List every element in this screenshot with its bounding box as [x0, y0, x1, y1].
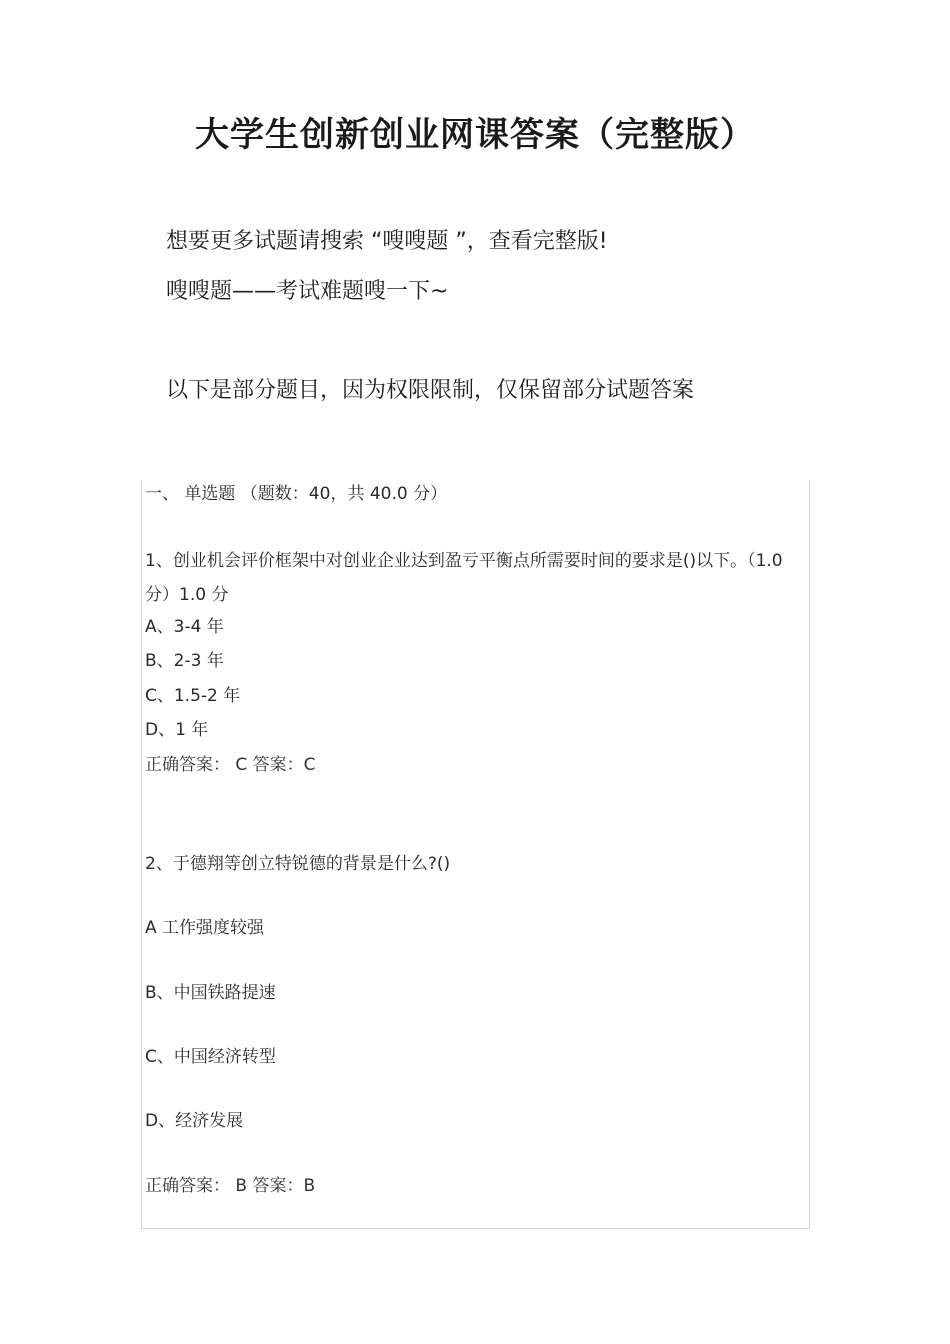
question-2-answer: 正确答案： B 答案：B [145, 1176, 316, 1196]
question-1-option-d: D、1 年 [145, 720, 209, 740]
question-1-option-b: B、2-3 年 [145, 651, 224, 671]
question-box [141, 480, 810, 1229]
document-title: 大学生创新创业网课答案（完整版） [195, 115, 755, 155]
question-1-answer: 正确答案： C 答案：C [145, 755, 316, 775]
question-2-option-a: A 工作强度较强 [145, 918, 265, 938]
intro-slogan: 嗖嗖题——考试难题嗖一下~ [166, 279, 449, 304]
question-1-option-a: A、3-4 年 [145, 617, 224, 637]
question-1-option-c: C、1.5-2 年 [145, 686, 241, 706]
question-2-option-c: C、中国经济转型 [145, 1047, 276, 1067]
question-2-text: 2、于德翔等创立特锐德的背景是什么?() [145, 854, 451, 874]
intro-search-hint: 想要更多试题请搜索 “嗖嗖题 ”，查看完整版! [166, 229, 608, 254]
question-2-option-b: B、中国铁路提速 [145, 983, 276, 1003]
question-2-option-d: D、经济发展 [145, 1111, 244, 1131]
question-1-text: 1、创业机会评价框架中对创业企业达到盈亏平衡点所需要时间的要求是()以下。（1.0 分）1.0 分 [145, 551, 783, 605]
intro-notice: 以下是部分题目，因为权限限制，仅保留部分试题答案 [166, 378, 695, 403]
section-header: 一、 单选题 （题数：40，共 40.0 分） [145, 484, 448, 504]
